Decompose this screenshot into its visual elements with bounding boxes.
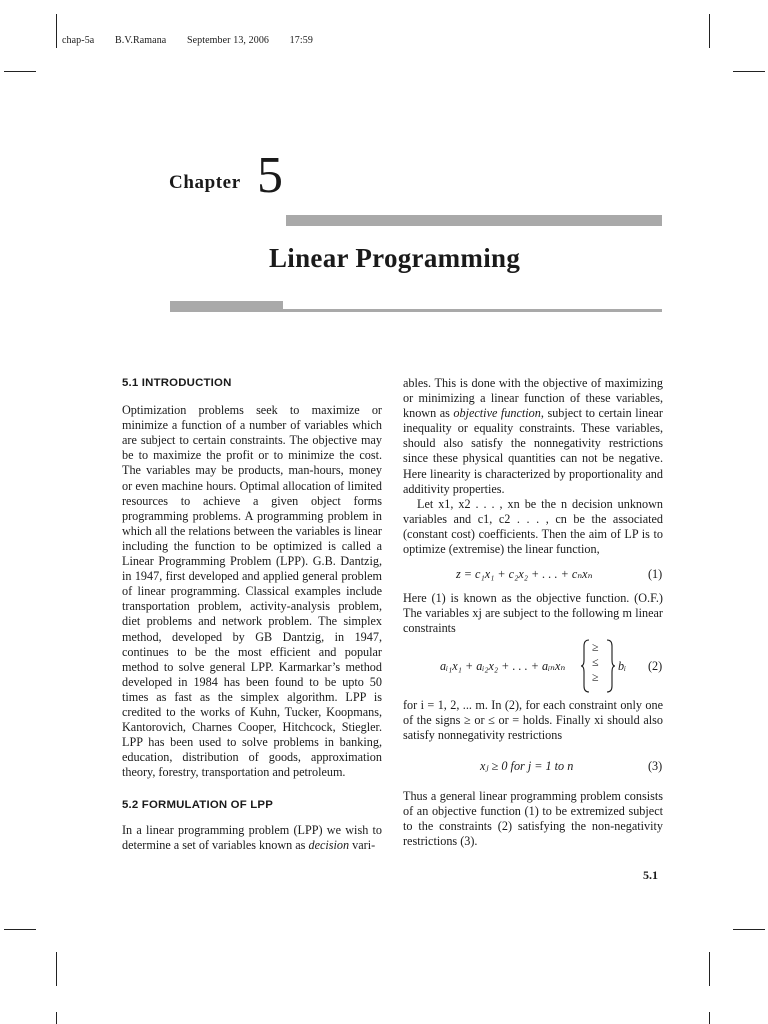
- crop-mark-bottom-right-vertical: [709, 952, 710, 986]
- equation-3: xⱼ ≥ 0 for j = 1 to n: [480, 759, 574, 773]
- equation-2-sign-3: ≥: [592, 670, 599, 684]
- right-paragraph-2-lead: Let x1, x2 . . . , xn: [417, 496, 525, 511]
- chapter-rule-bottom-thick: [170, 301, 283, 312]
- equation-2-left: aᵢ₁x₁ + aᵢ₂x₂ + . . . + aᵢₙxₙ: [440, 659, 566, 673]
- page-number: 5.1: [643, 868, 658, 882]
- running-head: [62, 35, 331, 46]
- chapter-number: 5: [257, 147, 283, 204]
- equation-1-number: (1): [648, 567, 663, 581]
- right-paragraph-1: [403, 376, 663, 497]
- right-column-mid: [403, 591, 663, 636]
- crop-mark-top-right-vertical: [709, 14, 710, 48]
- right-paragraph-1-a: ables. This is done with the objective of maximizing or minimizing a linear function of these variables, known as: [403, 376, 663, 421]
- right-column-bottom: [403, 789, 663, 849]
- running-head-time: 17:59: [289, 35, 313, 46]
- crop-mark-top-left-horizontal: [4, 71, 36, 72]
- chapter-label: Chapter: [169, 172, 241, 193]
- section-heading-introduction: 5.1 INTRODUCTION: [122, 377, 232, 389]
- equation-1: z = c₁x₁ + c₂x₂ + . . . + cₙxₙ: [456, 567, 593, 581]
- section-heading-formulation: 5.2 FORMULATION OF LPP: [122, 799, 274, 812]
- running-head-author: B.V.Ramana: [114, 35, 167, 46]
- chapter-title: Linear Programming: [269, 243, 521, 273]
- chapter-rule-bottom-thin: [283, 309, 662, 312]
- introduction-paragraph: Optimization problems seek to maximize or minimize a function of a number of variables which are subject to certain constraints. The objective may be to maximize the profit or to minimize the cost. The variables may be products, man-hours, money or even machine hours. Optimal allocation of limited resources to achieve a given object forms programming problems. A programming problem in which all the relations between the variables is linear including the function to be optimized is called a Linear Programming Problem (LPP). G.B. Dantzig, in 1947, first developed and applied general problem of linear programming. Classical examples include transportation problem, activity-analysis problem, diet problems and network problem. The simplex method, developed by GB Dantzig, in 1947, continues to be the most efficient and popular method to solve general LPP. Karmarkar’s method developed in 1984 has been found to be upto 50 times as fast as the simplex algorithm. LPP is credited to the works of Kuhn, Tucker, Koopmans, Kantorovich, Charnes Cooper, Hitchcock, Stiegler. LPP has been used to solve problems in banking, education, distribution of goods, approximation theory, forestry, transportation and petroleum.: [122, 403, 382, 780]
- equation-2-sign-1: ≥: [592, 640, 599, 654]
- right-column-lower: [403, 698, 663, 743]
- right-column-top: [403, 376, 663, 557]
- equation-3-number: (3): [648, 759, 663, 773]
- equation-2-number: (2): [648, 659, 663, 673]
- formulation-text-end: vari-: [349, 837, 376, 852]
- crop-mark-bottom-right-horizontal: [733, 929, 765, 930]
- chapter-rule-top: [286, 215, 662, 226]
- formulation-text-italic: decision: [308, 837, 350, 852]
- right-paragraph-2: [403, 497, 663, 557]
- crop-mark-bottom-left-vertical: [56, 952, 57, 986]
- right-paragraph-2-body: be the n decision unknown variables and c1, c2 . . . , cn be the associated (constant cost) coefficients. Then the aim of LP is to optimize (extremise) the linear function,: [403, 496, 663, 557]
- crop-mark-bottom-left-stub: [56, 1012, 57, 1024]
- crop-mark-top-left-vertical: [56, 14, 57, 48]
- left-column: [122, 376, 382, 853]
- equation-2-sign-2: ≤: [592, 655, 599, 669]
- crop-mark-top-right-horizontal: [733, 71, 765, 72]
- formulation-text-start: In a linear programming problem (LPP) we wish to determine a set of variables known as: [122, 822, 382, 852]
- running-head-file: chap-5a: [62, 35, 95, 46]
- equation-2-signs: [592, 640, 599, 685]
- crop-mark-bottom-right-stub: [709, 1012, 710, 1024]
- right-paragraph-4: for i = 1, 2, ... m. In (2), for each constraint only one of the signs ≥ or ≤ or = holds. Finally xi should also satisfy nonnegativity restrictions: [403, 698, 663, 743]
- right-paragraph-3: Here (1) is known as the objective function. (O.F.) The variables xj are subject to the following m linear constraints: [403, 591, 663, 636]
- crop-mark-bottom-left-horizontal: [4, 929, 36, 930]
- right-paragraph-5: Thus a general linear programming problem consists of an objective function (1) to be extremized subject to the constraints (2) satisfying the non-negativity restrictions (3).: [403, 789, 663, 849]
- right-paragraph-1-italic: objective function: [453, 406, 541, 421]
- equation-2-right: bᵢ: [618, 659, 627, 673]
- right-paragraph-1-b: , subject to certain linear inequality or equality constraints. These variables, should also satisfy the nonnegativity restrictions since these physical quantities can not be negative. Here linearity is characterized by proportionality and additivity properties.: [403, 406, 663, 496]
- running-head-date: September 13, 2006: [186, 35, 270, 46]
- formulation-paragraph: [122, 823, 382, 853]
